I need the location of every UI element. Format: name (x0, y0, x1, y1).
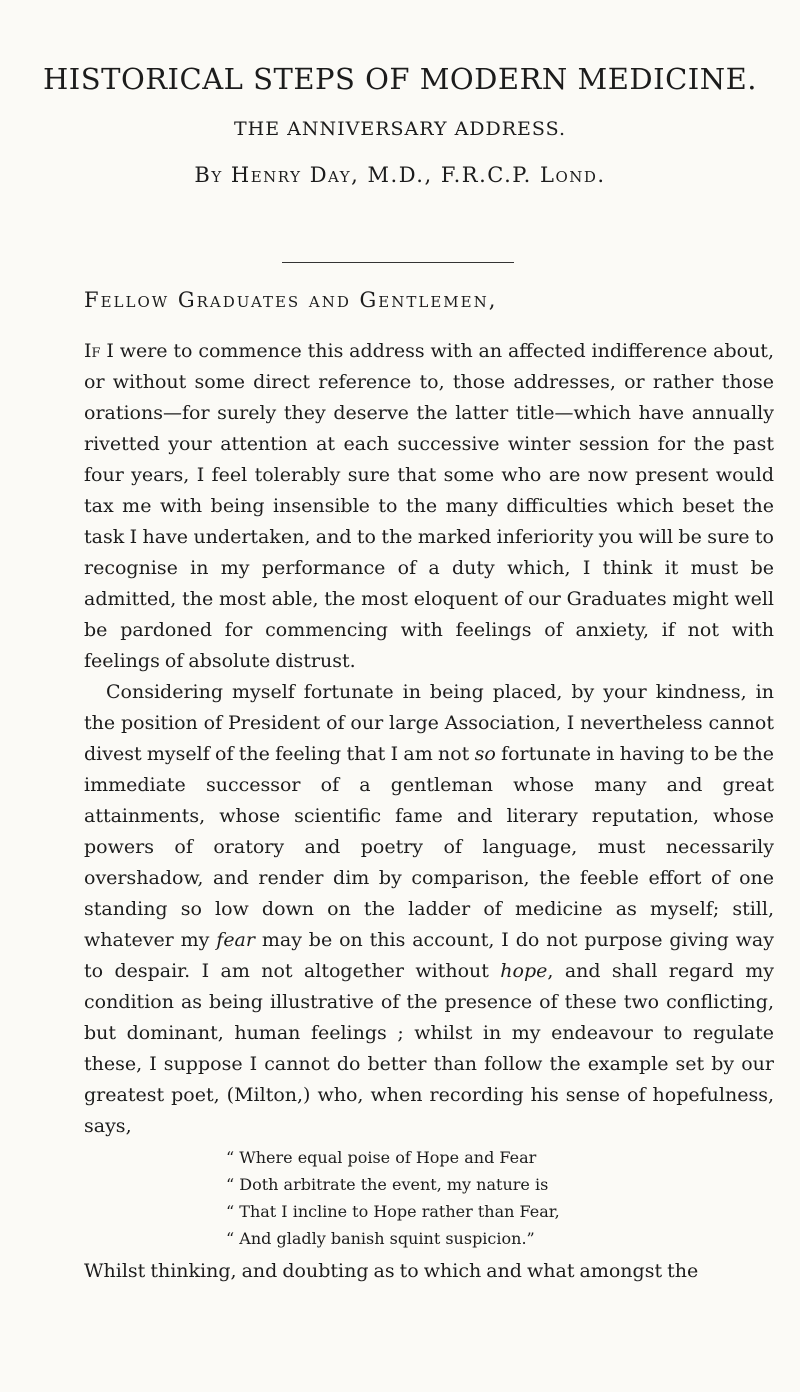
salutation: Fellow Graduates and Gentlemen, (84, 288, 498, 312)
page-title: HISTORICAL STEPS OF MODERN MEDICINE. (42, 62, 757, 96)
address-subtitle: THE ANNIVERSARY ADDRESS. (234, 118, 566, 140)
author-byline: By Henry Day, M.D., F.R.C.P. Lond. (194, 163, 606, 187)
poem-line: “ And gladly banish squint suspicion.” (226, 1229, 535, 1248)
paragraph-2-emphasis-fear: fear (216, 929, 255, 951)
milton-quotation (226, 1144, 774, 1252)
paragraph-2-emphasis-so: so (474, 743, 496, 765)
continuation-line: Whilst thinking, and doubting as to which and what amongst the (84, 1260, 699, 1282)
paragraph-1 (84, 336, 774, 677)
paragraph-2-part1: Considering myself fortunate in being placed, by your kindness, in the position of President of our large Association, I nevertheless cannot divest myself of the feeling that I am not (84, 681, 774, 765)
paragraph-2-part2: fortunate in having to be the immediate successor of a gentleman whose many and great attainments, whose scientific fame and literary reputation, whose powers of oratory and poetry of language, must necessarily overshadow, and render dim by comparison, the feeble effort of one standing so low down on the ladder of medicine as myself; still, whatever my (84, 743, 774, 951)
paragraph-2-part4: , and shall regard my condition as being illustrative of the presence of these two conflicting, but dominant, human feelings ; whilst in my endeavour to regulate these, I suppose I cannot do better than follow the example set by our greatest poet, (Milton,) who, when recording his sense of hopefulness, says, (84, 960, 774, 1137)
paragraph-1-lead: If (84, 340, 101, 362)
paragraph-2-part3: may be on this account, I do not purpose giving way to despair. I am not altogether without (84, 929, 774, 982)
paragraph-1-text: I were to commence this address with an affected indifference about, or without some direct reference to, those addresses, or rather those orations—for surely they deserve the latter title—which have annually rivetted your attention at each successive winter session for the past four years, I feel tolerably sure that some who are now present would tax me with being insensible to the many difficulties which beset the task I have undertaken, and to the marked inferiority you will be sure to recognise in my performance of a duty which, I think it must be admitted, the most able, the most eloquent of our Graduates might well be pardoned for commencing with feelings of anxiety, if not with feelings of absolute distrust. (84, 340, 774, 672)
paragraph-2-emphasis-hope: hope (500, 960, 548, 982)
poem-line: “ Doth arbitrate the event, my nature is (226, 1175, 549, 1194)
poem-line: “ That I incline to Hope rather than Fear, (226, 1202, 560, 1221)
paragraph-2 (84, 677, 774, 1142)
poem-line: “ Where equal poise of Hope and Fear (226, 1148, 537, 1167)
address-body (84, 336, 774, 1287)
section-divider (282, 262, 514, 263)
